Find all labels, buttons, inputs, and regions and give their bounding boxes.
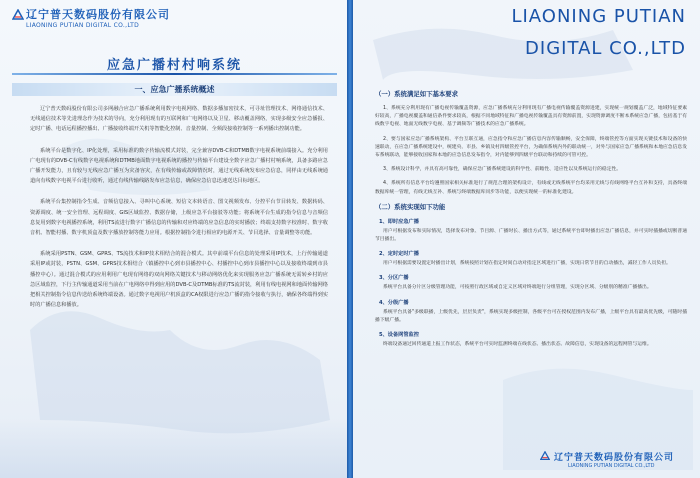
function-item-title: 1、即时应急广播	[379, 218, 419, 225]
requirement-paragraph: 4、系统所有信息平台均遵照国家相关标准进行了规范合理的架构设计，有线或无线系统平台均采用无线与有线网络平台互补和支持，具备终端数据库统一管理，有线无线互补、系统与终端数据库同步等功能，以便实现统一的标准化建设。	[375, 181, 687, 195]
body-paragraph: 系统平台是数字化、IP化处理，采用标准的数字传输流模式封装，完全兼容DVB-C和DTMB数字电视系统前端接入。充分利用广电现有的DVB-C有线数字电视系统和DTMB地面数字电视系统的播控与传输平台建设全数字应急广播村村响系统，具备多路应急广播开发能力，且有较与无线应急广播互为灾备容灾，在有线传输或故障情况时，通过无线系统发布应急信息，同样由无线系统通道向有线数字电视平台进行收听，通过有线传输线路发布应急信息，确保应急信息迅速送达目标地区。	[30, 147, 328, 185]
function-item-title: 4、分级广播	[379, 299, 409, 306]
body-paragraph: 系统采用PSTN、GSM、GPRS、TS流技术和IP技术相结合的混合模式。其中前端平台信息的处理采用IP技术，上行传输通道采用IP或封装，PSTN、GSM、GPRS技术相结合（镇播控中心到市县播控中心、村播控中心到市县播控中心以及接收终端到市县播控中心）。通过混合模式的应用利用广电现有网络的双向网络关键技术与移动网络优化来实现服务应急广播系统无需转乡村的应急区域监控，下行主传输通道采用当前在广电网络中得到应用的DVB-C及DTMB标准的TS流封装，利用有线电视网和地面传输网络把相关控制指令信息传送给系统终端设备。通过数字电视用户机顶盒的CA权限进行应急广播的指令接收与执行，确保各终端得到实时的广播信息和播放。	[30, 251, 328, 309]
function-item-title: 5、设备网管监控	[379, 332, 419, 339]
company-logo-icon	[12, 9, 24, 21]
header-company-line2: DIGITAL CO.,LTD	[525, 38, 686, 59]
page-title: 应急广播村村响系统	[106, 58, 242, 73]
bottom-fade	[0, 418, 347, 478]
company-name-cn: 辽宁普天数码股份有限公司	[26, 8, 170, 21]
body-paragraph: 系统平台集控制指令生成、音频信息接入、寻叫中心系统、短信文本转语音、图文视频发布、分控平台节目转发、数据转码、资源调度、统一安全管理、远程调度、GIS区域监控、数据存储，上级应急平台接驳等功能；将系统平台生成的指令信息与音频信息复用到数字电视播控系统，利用TS流进行数字广播信息的传输和对应终端的应急信息的实时播放；终端支持数字校准时、数字收音机、智能村播、数字机顶盒及数字播放控制等能力应用。根据控制指令进行相应的电源开关、节目选择、音量调整等功能。	[30, 199, 328, 237]
section-heading: 一、应急广播系统概述	[134, 85, 215, 94]
body-paragraph: 辽宁普天数码股份有限公司多网融合应急广播系统利用数字电视网络、数据多播加密技术，可寻址管理技术、网络通信技术、无线通信技术等先进理念作为技术的导向，充分利用现有的互联网和广电网络以及卫星、移动覆盖网络，实现多级安全应急播报、定时广播、电话远程播控播出、广播接收终端开关机等智能化控制、音量控制、全频段接收控制等一系列播出控制功能。	[30, 106, 328, 133]
function-item-text: 系统平台具备分片区分级管理功能，可按照行政区域或自定义区域对终端进行分组管理，实现分区域、分级别的精准广播播出。	[383, 285, 652, 291]
requirement-paragraph: 1、系统充分利用现有广播电视传输覆盖资源，应急广播系统充分利用现有广播电视传输覆盖资源进建，实现统一规划覆盖广泛，地域特征要素好较高，广播电视覆盖和通信条件要求较高，根据不同地域特征和广播电视传输覆盖具有资源前置，实现资源调度不断本系统应急广播，包括基于有线数字电视、地面无线数字电视、基于调频等广播技术的应急广播系统。	[375, 106, 687, 128]
header-company-line1: LIAONING PUTIAN	[511, 6, 686, 27]
footer-company-en: LIAONING PUTIAN DIGITAL CO.,LTD	[567, 463, 655, 469]
left-page	[0, 0, 347, 478]
function-item-text: 系统平台具备"多级联播，上级优先，层层负责"，系统实现多级控制，各级平台可在授权范围内发布广播，上级平台具有最高优先级，可随时插播下级广播。	[375, 309, 687, 323]
right-page	[353, 0, 700, 478]
section2-heading: （二）系统实现如下功能	[375, 202, 446, 211]
function-item-title: 3、分区广播	[379, 275, 409, 282]
left-body	[30, 104, 328, 321]
requirement-paragraph: 3、系统设计科学，并具有高可靠性，确保应急广播系统建设的科学性、前瞻性、适应性以及系统运行的稳定性。	[383, 167, 622, 173]
footer-company-cn: 辽宁普天数码股份有限公司	[553, 453, 674, 463]
function-item-text: 终端设备通过回传通道上报工作状态，系统平台可实时监测终端在线状态、播出状态、故障信息，实现设备的远程网管与运维。	[383, 342, 652, 348]
function-item-title: 2、定时定时广播	[379, 251, 419, 258]
title-bar	[12, 54, 337, 74]
function-item-text: 用户可根据需要设置定时播出计划，系统按照计划在指定时间自动对指定区域进行广播，实现日常节目的自动播出，减轻工作人员负担。	[383, 261, 671, 267]
requirement-paragraph: 2、要与国家应急广播系统架构、平台互联互通，应急指令和应急广播信息内容传输顺畅，安全保障，终端管控等方面实现关键技术和设备的快速联动，在应急广播系统建设中，统建央、市县、乡镇及村四级管控平台，为确保系统内外的联动统一，对外与国家应急广播系统和本地应急信息发布系统联动，能够接收国家和本地的应急信息发布指令，对内能够到四级平台联动和持续的可管可控。	[375, 136, 687, 159]
footer-logo	[554, 450, 674, 469]
company-logo-icon	[540, 451, 550, 461]
left-header	[0, 0, 347, 46]
section-heading-band	[12, 83, 337, 96]
title-underline	[12, 73, 337, 75]
section1-heading: （一）系统满足如下基本要求	[375, 90, 459, 98]
company-name-en: LIAONING PUTIAN DIGITAL CO.,LTD	[26, 22, 140, 29]
function-item-text: 用户可根据发布和实际情况，选择发布对象、节目源、广播时长、播出方式等，通过系统平台即时播出应急广播信息，并可实时插播或切断普通节目播出。	[375, 228, 687, 243]
right-body	[375, 90, 687, 355]
